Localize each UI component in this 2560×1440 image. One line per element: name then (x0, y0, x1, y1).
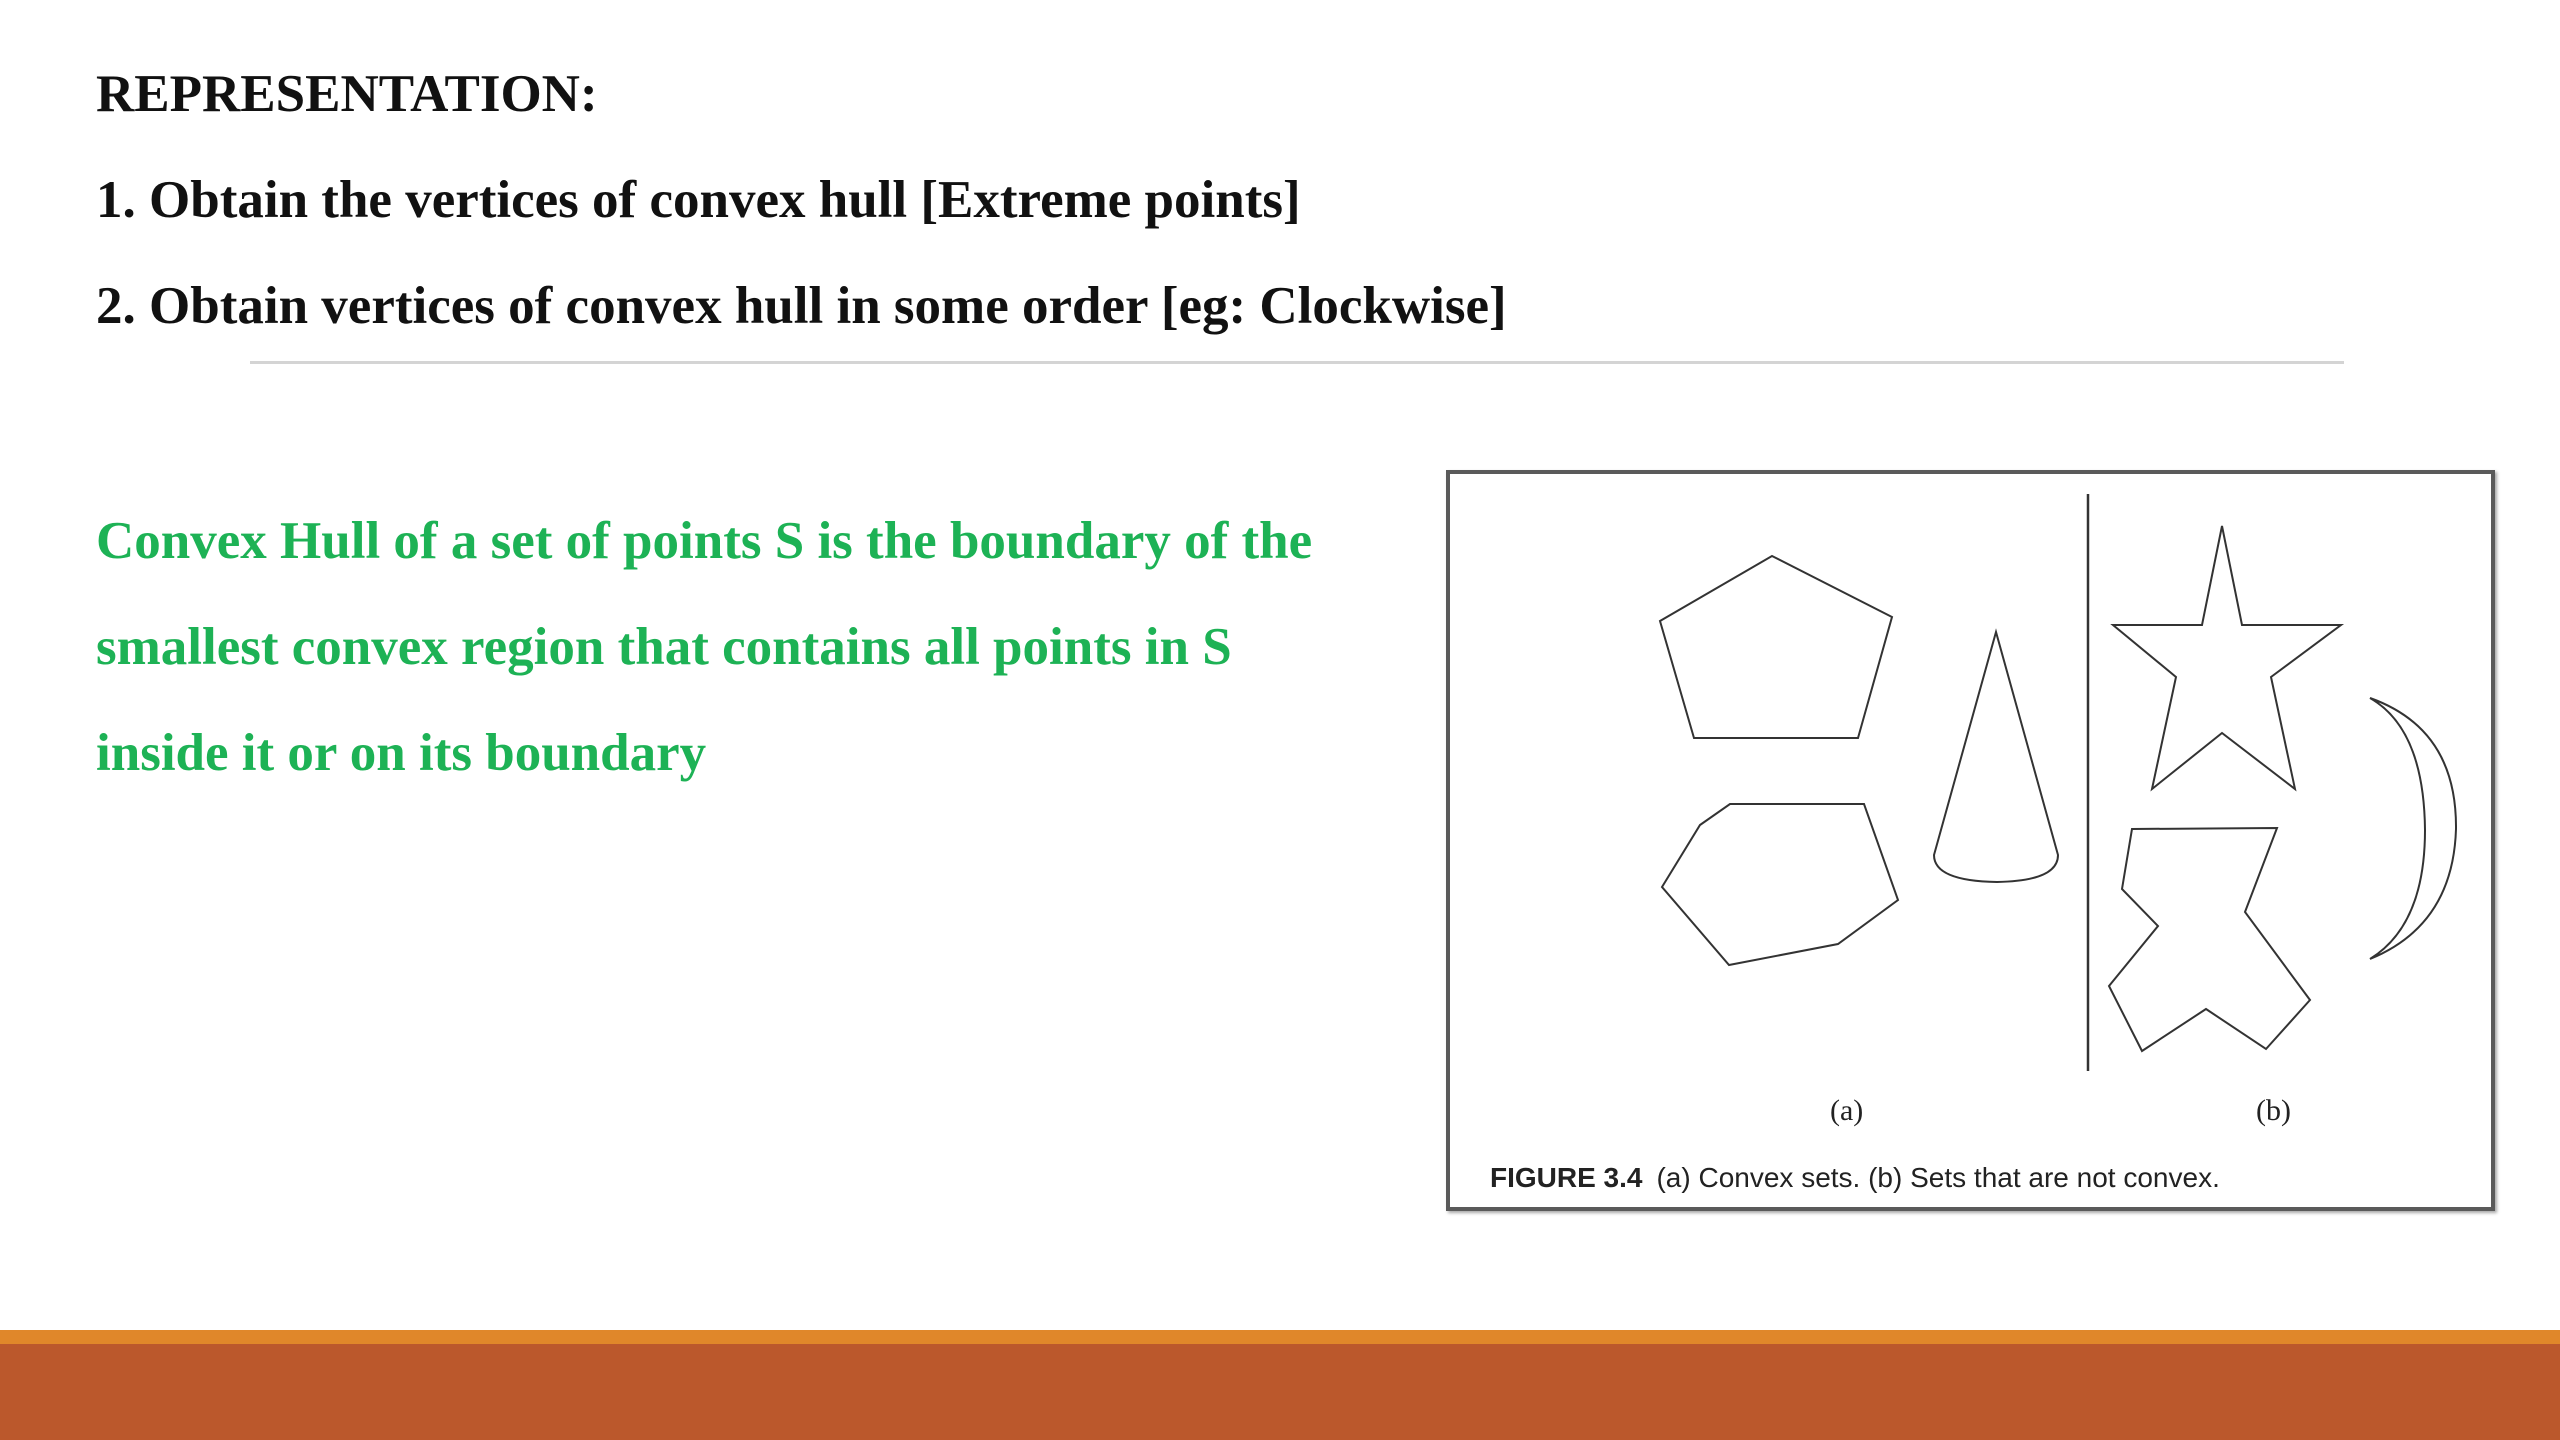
panel-b-label: (b) (2256, 1094, 2291, 1127)
step-2: 2. Obtain vertices of convex hull in some order [eg: Clockwise] (96, 277, 1507, 335)
figure-3-4 (1446, 470, 2495, 1211)
footer-bar (0, 1344, 2560, 1440)
slide-heading: REPRESENTATION: (96, 65, 598, 123)
caption-number: FIGURE 3.4 (1490, 1162, 1643, 1193)
figure-drawing (1450, 474, 2491, 1207)
definition-line-2: smallest convex region that contains all points in S (96, 618, 1232, 676)
notched-cross-shape (2109, 828, 2310, 1051)
step-1: 1. Obtain the vertices of convex hull [Extreme points] (96, 171, 1301, 229)
hexagon-shape (1662, 804, 1898, 965)
divider-line (250, 361, 2344, 364)
panel-a-label: (a) (1830, 1094, 1864, 1127)
definition-text (96, 488, 1436, 806)
pentagon-shape (1660, 556, 1892, 738)
definition-line-1: Convex Hull of a set of points S is the boundary of the (96, 512, 1313, 570)
crescent-shape (2370, 698, 2456, 959)
definition-line-3: inside it or on its boundary (96, 724, 707, 782)
star-shape (2113, 526, 2341, 789)
footer-accent-bar (0, 1330, 2560, 1344)
cone-shape (1934, 632, 2058, 882)
caption-text: (a) Convex sets. (b) Sets that are not convex. (1656, 1162, 2220, 1193)
figure-caption (1490, 1162, 2220, 1194)
